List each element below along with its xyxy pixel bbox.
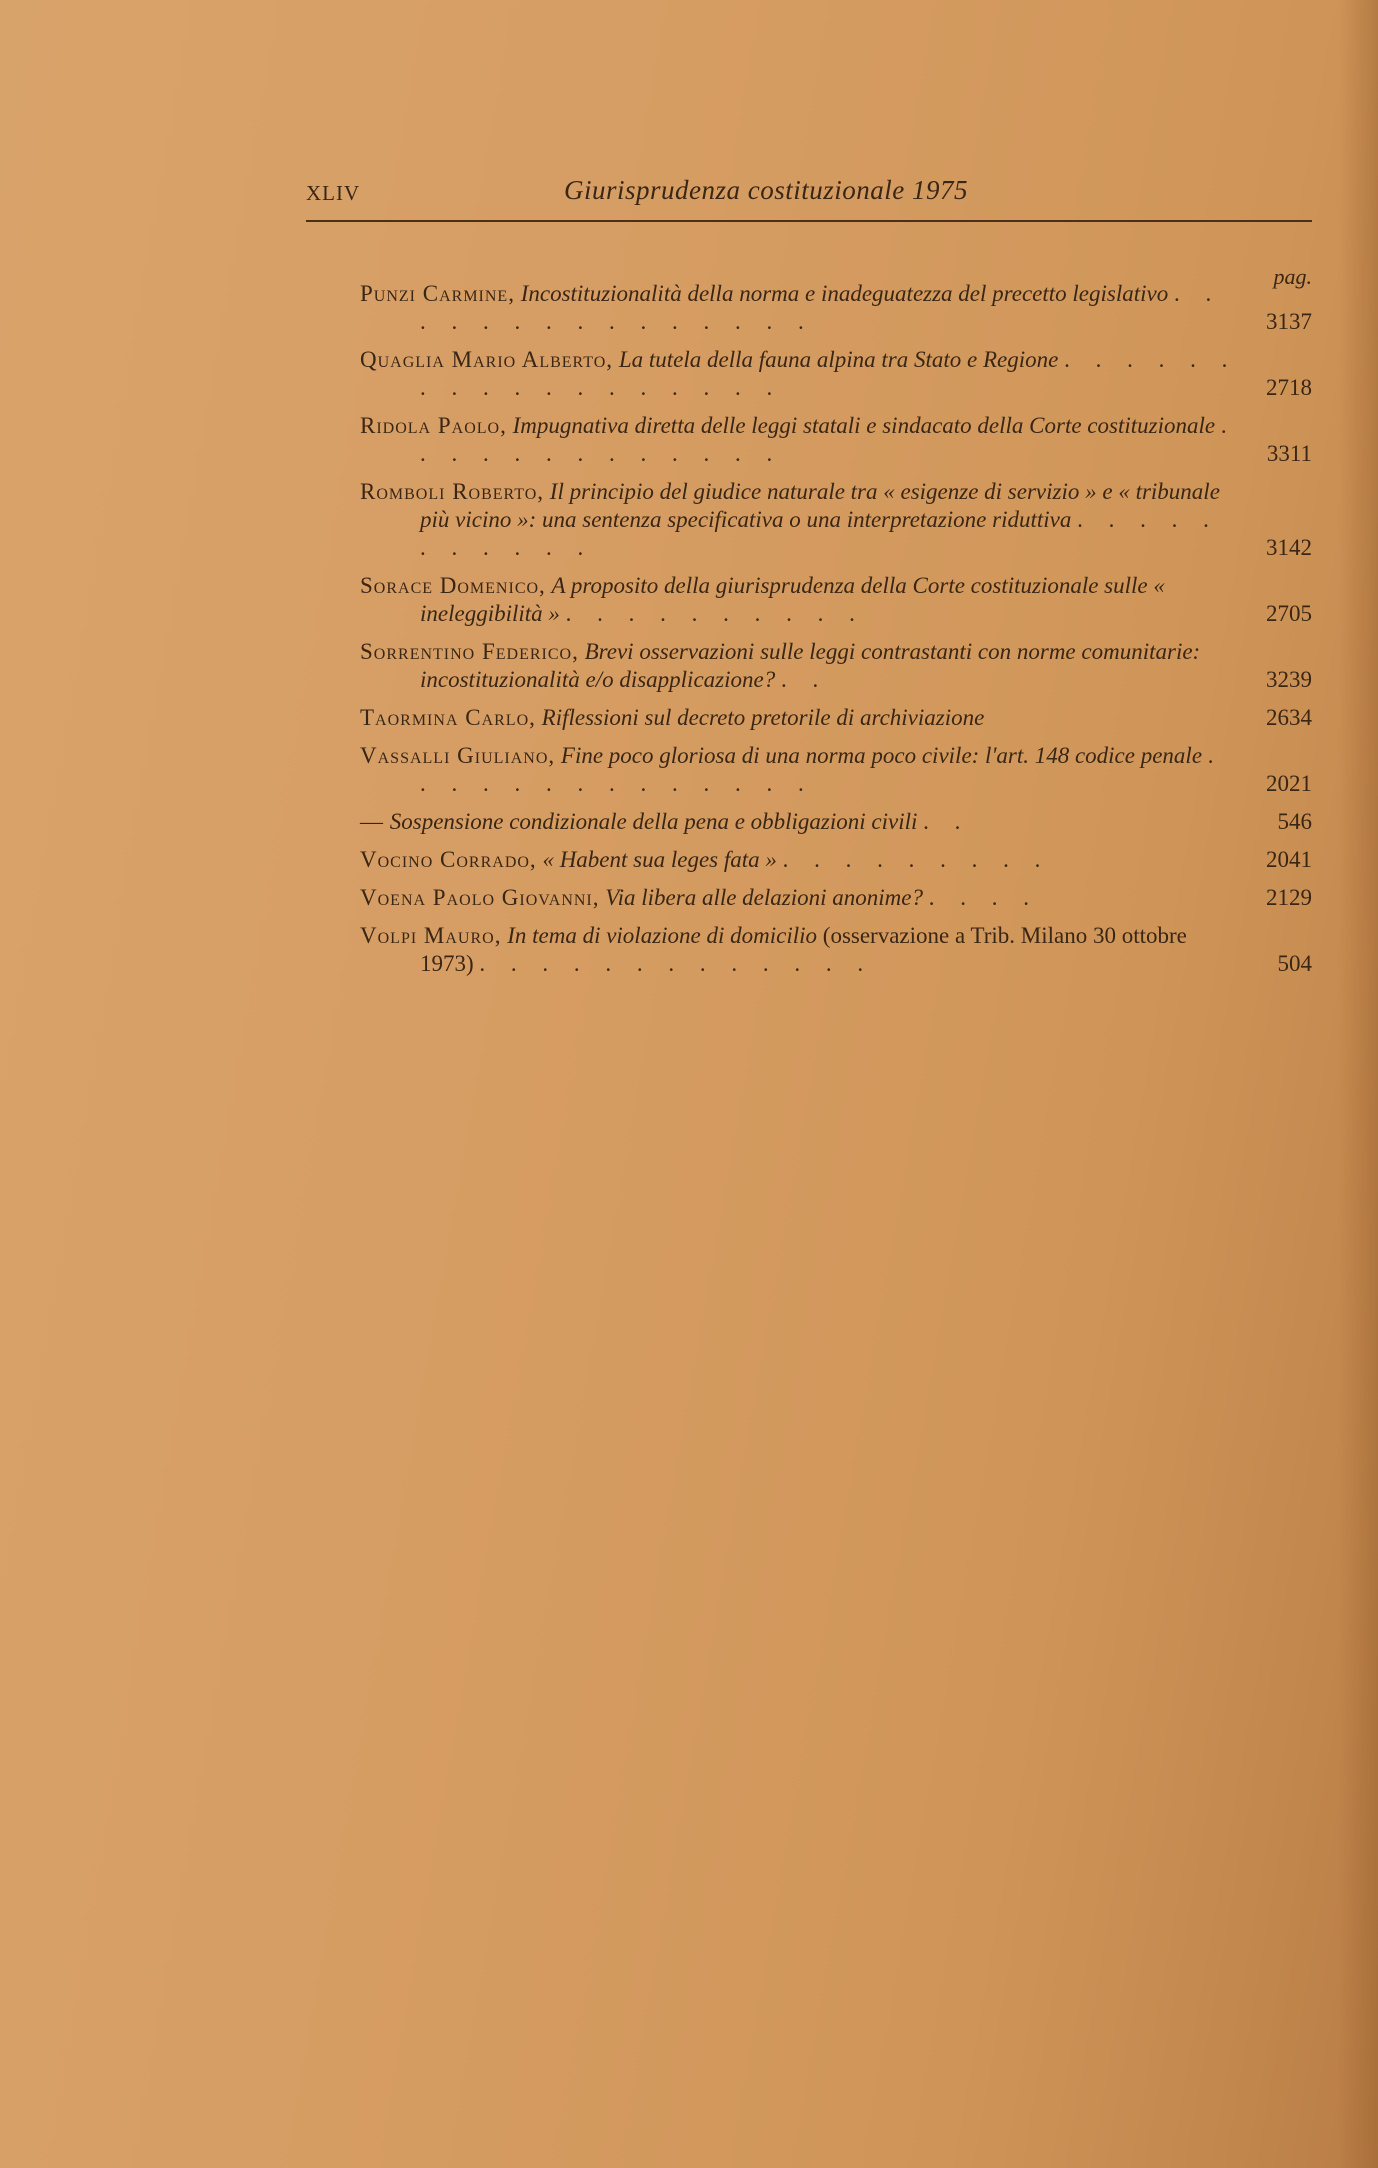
entry-page: 3239 bbox=[1266, 667, 1312, 692]
entry-text bbox=[360, 572, 1240, 628]
entry-author: Sorace Domenico, bbox=[360, 573, 546, 598]
index-entry bbox=[360, 922, 1312, 978]
entry-text bbox=[360, 412, 1240, 468]
entry-author: Sorrentino Federico, bbox=[360, 639, 579, 664]
entry-dots: . . . . . . . . . . . . . . bbox=[420, 743, 1224, 796]
page-edge-shadow bbox=[1338, 0, 1378, 2168]
entry-text bbox=[360, 922, 1240, 978]
entry-page: 546 bbox=[1277, 809, 1312, 834]
entry-dots: . . . . . . . . . . . . . . . bbox=[420, 281, 1222, 334]
entry-dots: . . . . . . . . . . . . . bbox=[420, 413, 1237, 466]
entry-text bbox=[360, 846, 1240, 874]
entry-dots: . . . . . . . . . . . . . . . . . . bbox=[420, 347, 1238, 400]
entry-author: Ridola Paolo, bbox=[360, 413, 507, 438]
entry-author: Volpi Mauro, bbox=[360, 923, 502, 948]
index-entry bbox=[360, 704, 1312, 732]
entry-text bbox=[360, 884, 1240, 912]
entry-author: Romboli Roberto, bbox=[360, 479, 545, 504]
entry-title: Riflessioni sul decreto pretorile di archiviazione bbox=[541, 705, 985, 730]
entry-title: Fine poco gloriosa di una norma poco civile: l'art. 148 codice penale bbox=[560, 743, 1203, 768]
entry-title: Impugnativa diretta delle leggi statali e sindacato della Corte costituzionale bbox=[512, 413, 1216, 438]
entry-title: In tema di violazione di domicilio bbox=[507, 923, 818, 948]
page-folio: XLIV bbox=[306, 181, 361, 205]
page-header bbox=[306, 175, 1312, 215]
entry-title: La tutela della fauna alpina tra Stato e Regione bbox=[618, 347, 1059, 372]
entry-title: « Habent sua leges fata » bbox=[542, 847, 777, 872]
entry-author: Quaglia Mario Alberto, bbox=[360, 347, 614, 372]
entry-author: Punzi Carmine, bbox=[360, 281, 515, 306]
entry-page: 2718 bbox=[1266, 375, 1312, 400]
entry-text bbox=[360, 808, 1240, 836]
entry-page: 2041 bbox=[1266, 847, 1312, 872]
index-entry bbox=[360, 742, 1312, 798]
entry-title: Brevi osservazioni sulle leggi contrastanti con norme comunitarie: incostituzionalità e/o disapplicazione? bbox=[420, 639, 1201, 692]
entry-author: Vassalli Giuliano, bbox=[360, 743, 556, 768]
entry-title: Via libera alle delazioni anonime? bbox=[605, 885, 923, 910]
entry-page: 2634 bbox=[1266, 705, 1312, 730]
index-entry bbox=[360, 572, 1312, 628]
entry-text bbox=[360, 280, 1240, 336]
entry-dots: . . . . . . . . . bbox=[782, 847, 1051, 872]
entry-text bbox=[360, 478, 1240, 562]
index-entries bbox=[360, 280, 1312, 988]
entry-author: Taormina Carlo, bbox=[360, 705, 536, 730]
index-entry bbox=[360, 280, 1312, 336]
index-entry bbox=[360, 346, 1312, 402]
entry-text bbox=[360, 346, 1240, 402]
entry-dots: . . . . . . . . . . . . . bbox=[479, 951, 874, 976]
entry-title: Il principio del giudice naturale tra « esigenze di servizio » e « tribunale più vicino »: una sentenza specificativa o una interpretazione riduttiva bbox=[420, 479, 1220, 532]
entry-page: 3137 bbox=[1266, 309, 1312, 334]
entry-dots: . . . . . . . . . . bbox=[565, 601, 865, 626]
entry-text bbox=[360, 742, 1240, 798]
entry-page: 2021 bbox=[1266, 771, 1312, 796]
index-entry bbox=[360, 478, 1312, 562]
entry-title: Sospensione condizionale della pena e obbligazioni civili bbox=[389, 809, 918, 834]
entry-page: 2129 bbox=[1266, 885, 1312, 910]
entry-title: Incostituzionalità della norma e inadeguatezza del precetto legislativo bbox=[520, 281, 1169, 306]
index-entry bbox=[360, 884, 1312, 912]
entry-page: 3311 bbox=[1266, 441, 1312, 466]
pag-column-label: pag. bbox=[1273, 264, 1312, 289]
running-title: Giurisprudenza costituzionale 1975 bbox=[564, 175, 969, 205]
entry-dots: . . . . . . . . . . . bbox=[420, 507, 1219, 560]
entry-author: — bbox=[360, 809, 384, 834]
entry-dots: . . bbox=[923, 809, 971, 834]
index-entry bbox=[360, 638, 1312, 694]
index-entry bbox=[360, 808, 1312, 836]
entry-title: A proposito della giurisprudenza della Corte costituzionale sulle « ineleggibilità » bbox=[420, 573, 1165, 626]
entry-text bbox=[360, 704, 1240, 732]
entry-page: 3142 bbox=[1266, 535, 1312, 560]
entry-dots: . . . . bbox=[928, 885, 1039, 910]
index-entry bbox=[360, 846, 1312, 874]
header-rule bbox=[306, 220, 1312, 222]
entry-page: 2705 bbox=[1266, 601, 1312, 626]
entry-page: 504 bbox=[1277, 951, 1312, 976]
entry-dots: . . bbox=[780, 667, 829, 692]
index-entry bbox=[360, 412, 1312, 468]
entry-author: Vocino Corrado, bbox=[360, 847, 537, 872]
entry-text bbox=[360, 638, 1240, 694]
entry-note: (osservazione a Trib. Milano 30 ottobre 1973) bbox=[420, 923, 1187, 976]
entry-author: Voena Paolo Giovanni, bbox=[360, 885, 600, 910]
